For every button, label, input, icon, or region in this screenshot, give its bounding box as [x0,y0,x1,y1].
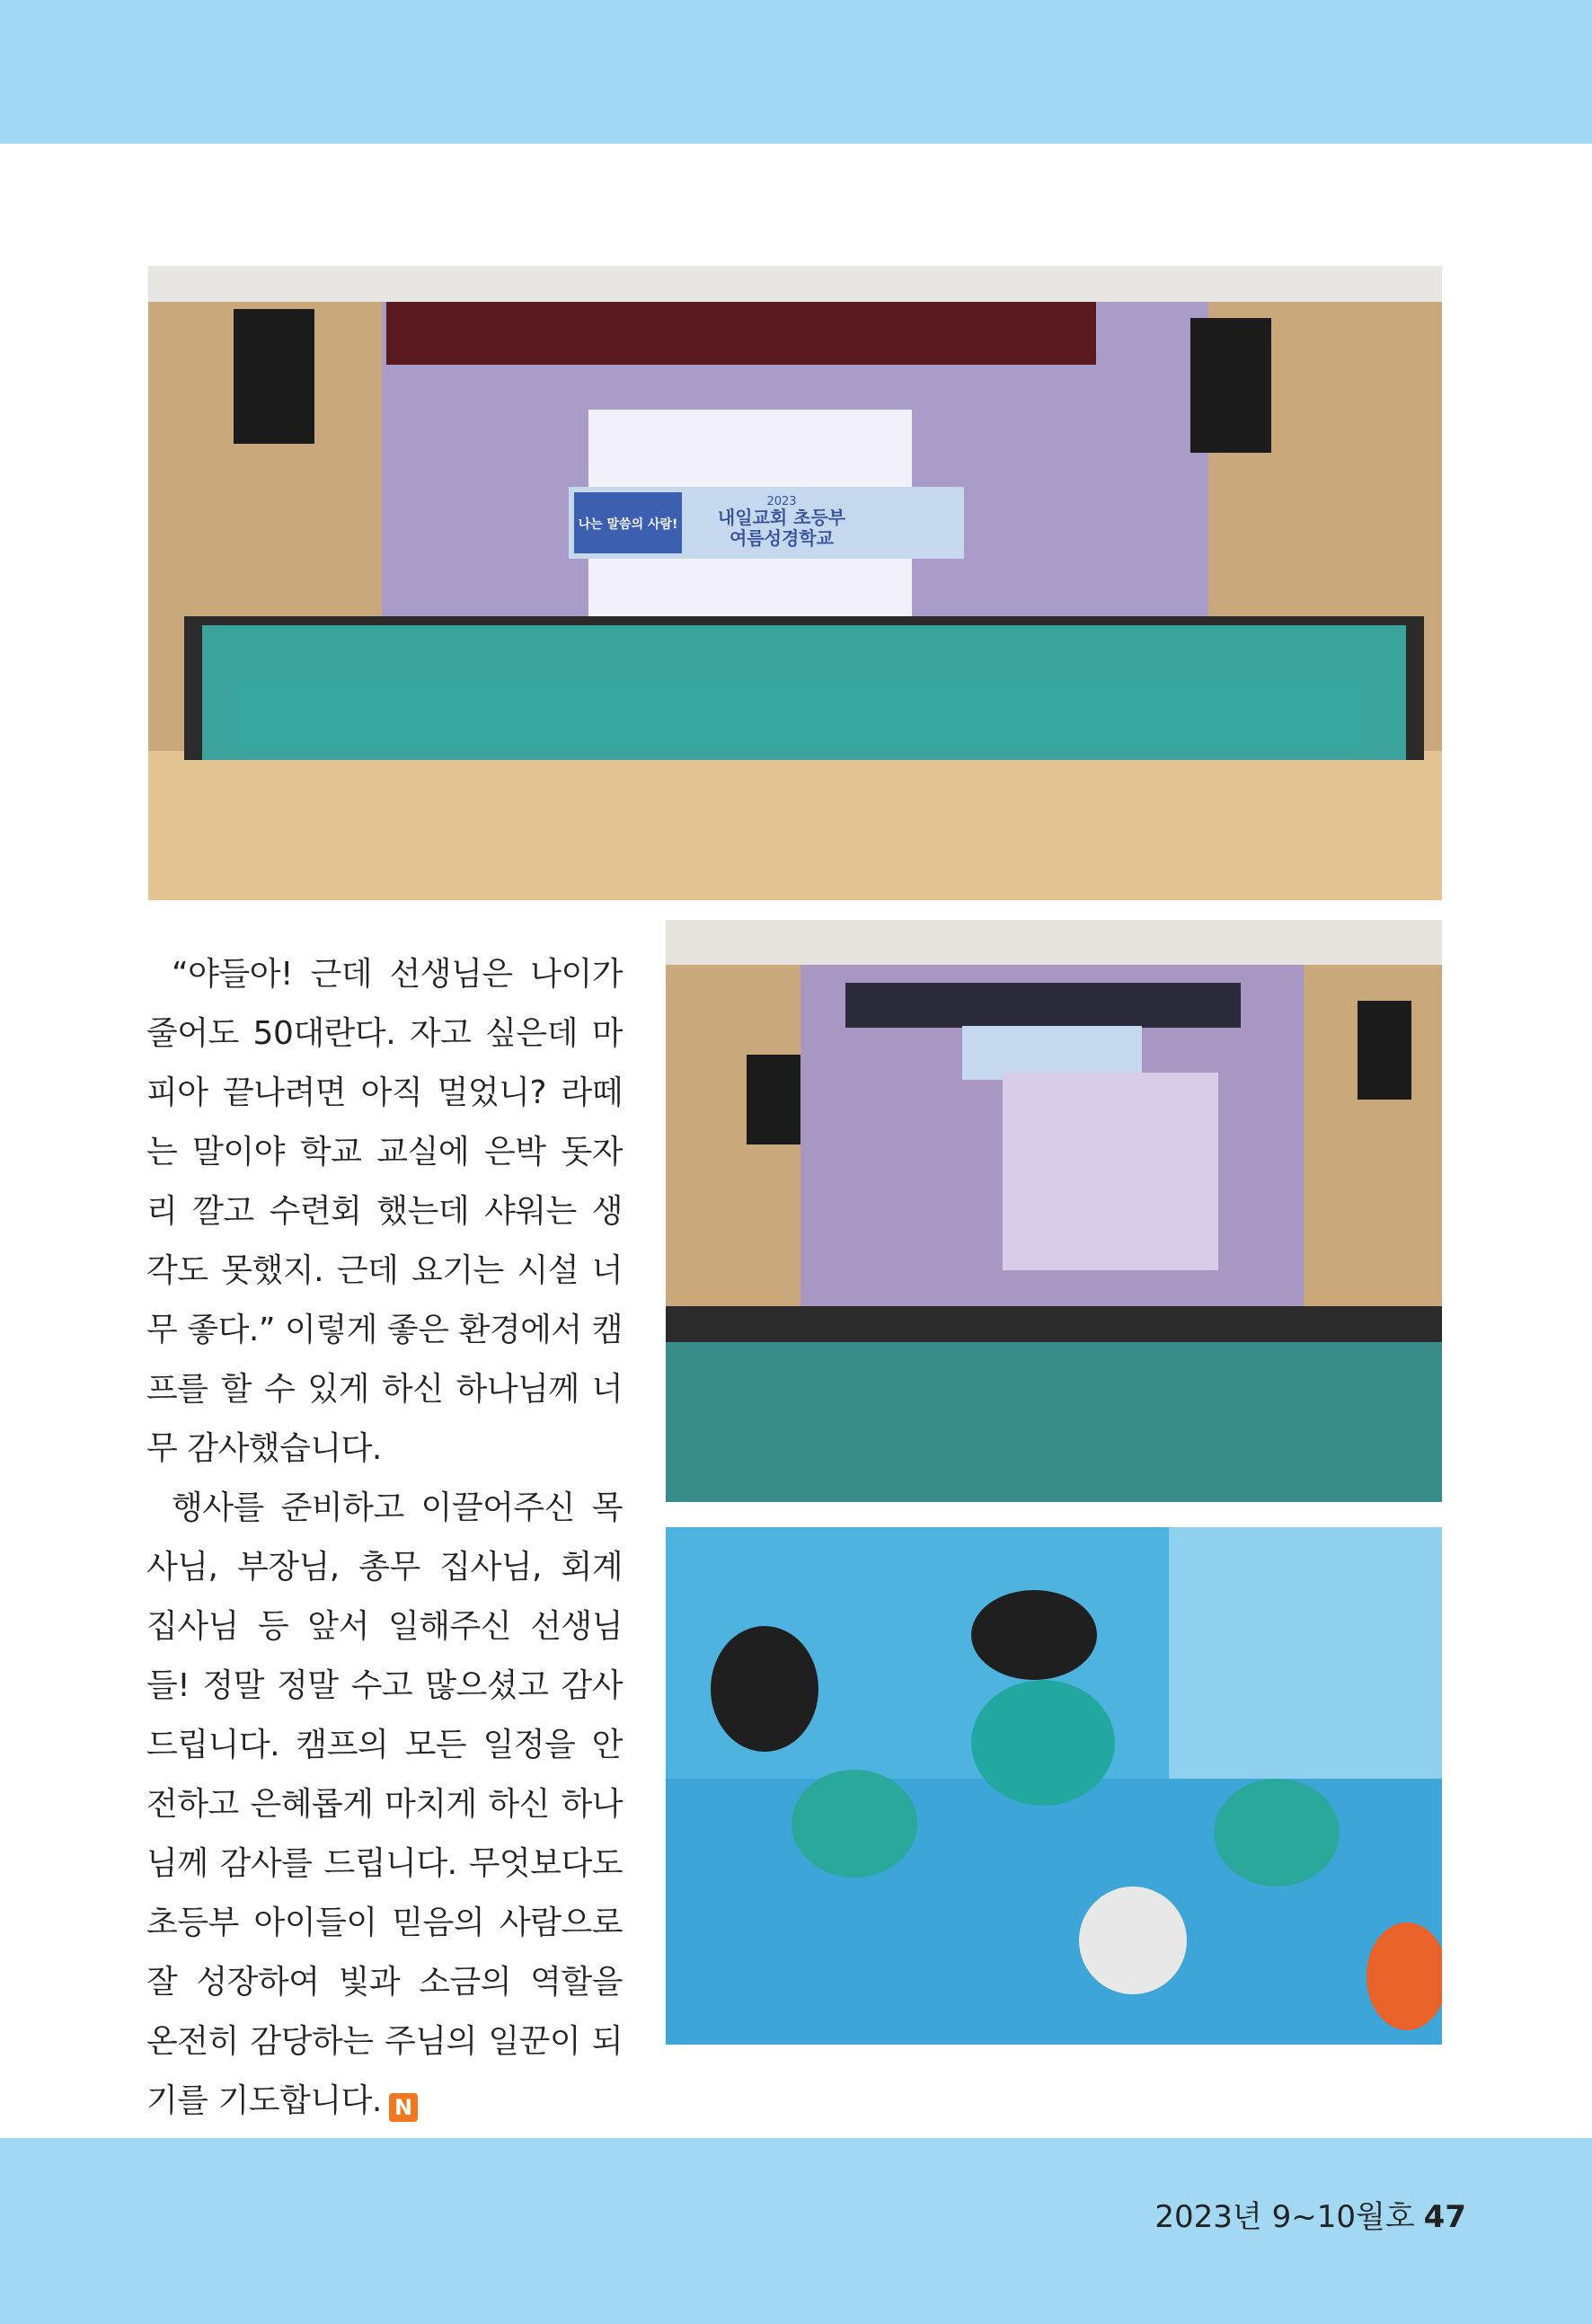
banner-title-1: 내일교회 초등부 [717,507,846,528]
event-banner [569,487,964,559]
article-paragraph-2 [146,1479,623,2131]
group-photo [148,266,1442,900]
banner-year: 2023 [766,495,797,508]
top-band [0,0,1592,144]
page-footer [1154,2192,1466,2236]
article-body [146,945,623,2131]
pool-photo [666,1527,1442,2045]
article-paragraph-1: “야들아! 근데 선생님은 나이가 줄어도 50대란다. 자고 싶은데 마피아 끝나려면 아직 멀었니? 라떼는 말이야 학교 교실에 은박 돗자리 깔고 수련회 했는데 샤워는 생각도 못했지. 근데 요기는 시설 너무 좋다.” 이렇게 좋은 환경에서 캠프를 할 수 있게 하신 하나님께 너무 감사했습니다. [146,956,623,1467]
end-mark-n-icon: N [389,2093,418,2122]
banner-title-2: 여름성경학교 [730,527,834,549]
issue-label: 2023년 9~10월호 [1154,2199,1415,2235]
article-paragraph-2-text: 행사를 준비하고 이끌어주신 목사님, 부장님, 총무 집사님, 회계 집사님 등 앞서 일해주신 선생님들! 정말 정말 수고 많으셨고 감사드립니다. 캠프의 모든 일정을 안전하고 은혜롭게 마치게 하신 하나님께 감사를 드립니다. 무엇보다도 초등부 아이들이 믿음의 사람으로 잘 성장하여 빛과 소금의 역할을 온전히 감당하는 주님의 일꾼이 되기를 기도합니다. [146,1489,623,2119]
banner-slogan: 나는 말씀의 사람! [578,517,678,532]
page-number: 47 [1423,2199,1466,2235]
concert-photo [666,920,1442,1502]
